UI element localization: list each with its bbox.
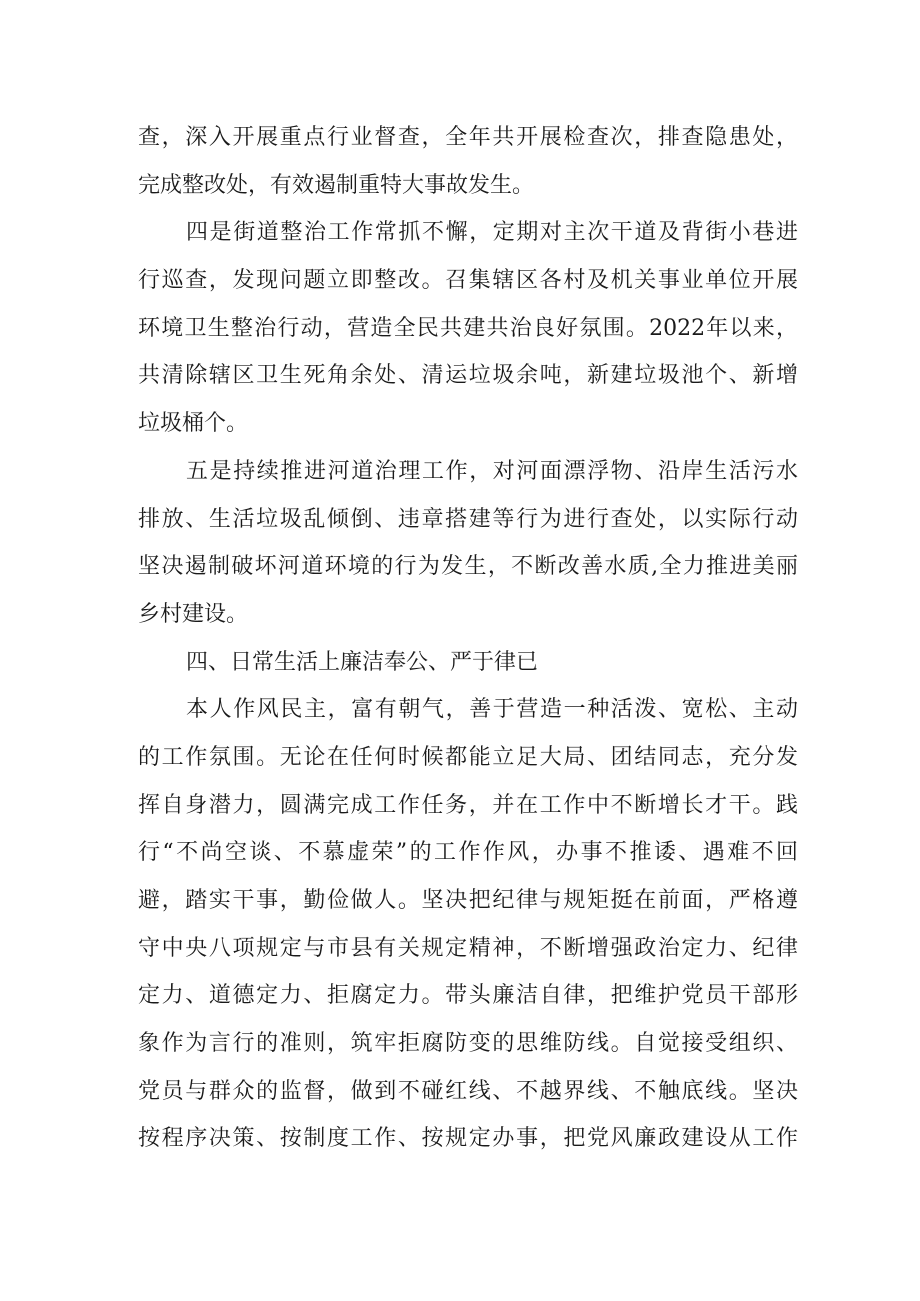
text-line: 排放、生活垃圾乱倾倒、违章搭建等行为进行查处，以实际行动 <box>138 506 798 532</box>
paragraph-first-line: 五是持续推进河道治理工作，对河面漂浮物、沿岸生活污水 <box>186 458 798 484</box>
paragraph-first-line: 四是街道整治工作常抓不懈，定期对主次干道及背街小巷进 <box>186 220 798 246</box>
text-line: 避，踏实干事，勤俭做人。坚决把纪律与规矩挺在前面，严格遵 <box>138 888 798 913</box>
text-line: 的工作氛围。无论在任何时候都能立足大局、团结同志，充分发 <box>138 744 798 770</box>
text-line: 完成整改处，有效遏制重特大事故发生。 <box>138 172 535 198</box>
text-line: 按程序决策、按制度工作、按规定办事，把党风廉政建设从工作 <box>138 1126 798 1152</box>
text-line: 查，深入开展重点行业督查，全年共开展检查次，排查隐患处， <box>138 125 798 150</box>
text-line: 共清除辖区卫生死角余处、清运垃圾余吨，新建垃圾池个、新增 <box>138 363 798 389</box>
text-line: 行“不尚空谈、不慕虚荣”的工作作风，办事不推诿、遇难不回 <box>138 840 798 866</box>
text-line: 垃圾桶个。 <box>138 411 249 437</box>
text-line: 坚决遏制破坏河道环境的行为发生，不断改善水质,全力推进美丽 <box>138 554 798 580</box>
text-line: 乡村建设。 <box>138 601 249 627</box>
text-line: 行巡查，发现问题立即整改。召集辖区各村及机关事业单位开展 <box>138 268 798 294</box>
text-line: 挥自身潜力，圆满完成工作任务，并在工作中不断增长才干。践 <box>138 792 798 818</box>
document-body <box>138 114 798 1163</box>
text-line: 守中央八项规定与市县有关规定精神，不断增强政治定力、纪律 <box>138 935 798 961</box>
text-line: 环境卫生整治行动，营造全民共建共治良好氛围。2022年以来， <box>138 315 798 341</box>
text-line: 党员与群众的监督，做到不碰红线、不越界线、不触底线。坚决 <box>138 1078 798 1104</box>
text-line: 象作为言行的准则，筑牢拒腐防变的思维防线。自觉接受组织、 <box>138 1031 798 1057</box>
section-heading: 四、日常生活上廉洁奉公、严于律已 <box>186 649 539 675</box>
text-line: 定力、道德定力、拒腐定力。带头廉洁自律，把维护党员干部形 <box>138 983 798 1009</box>
paragraph-first-line: 本人作风民主，富有朝气，善于营造一种活泼、宽松、主动 <box>186 697 798 723</box>
